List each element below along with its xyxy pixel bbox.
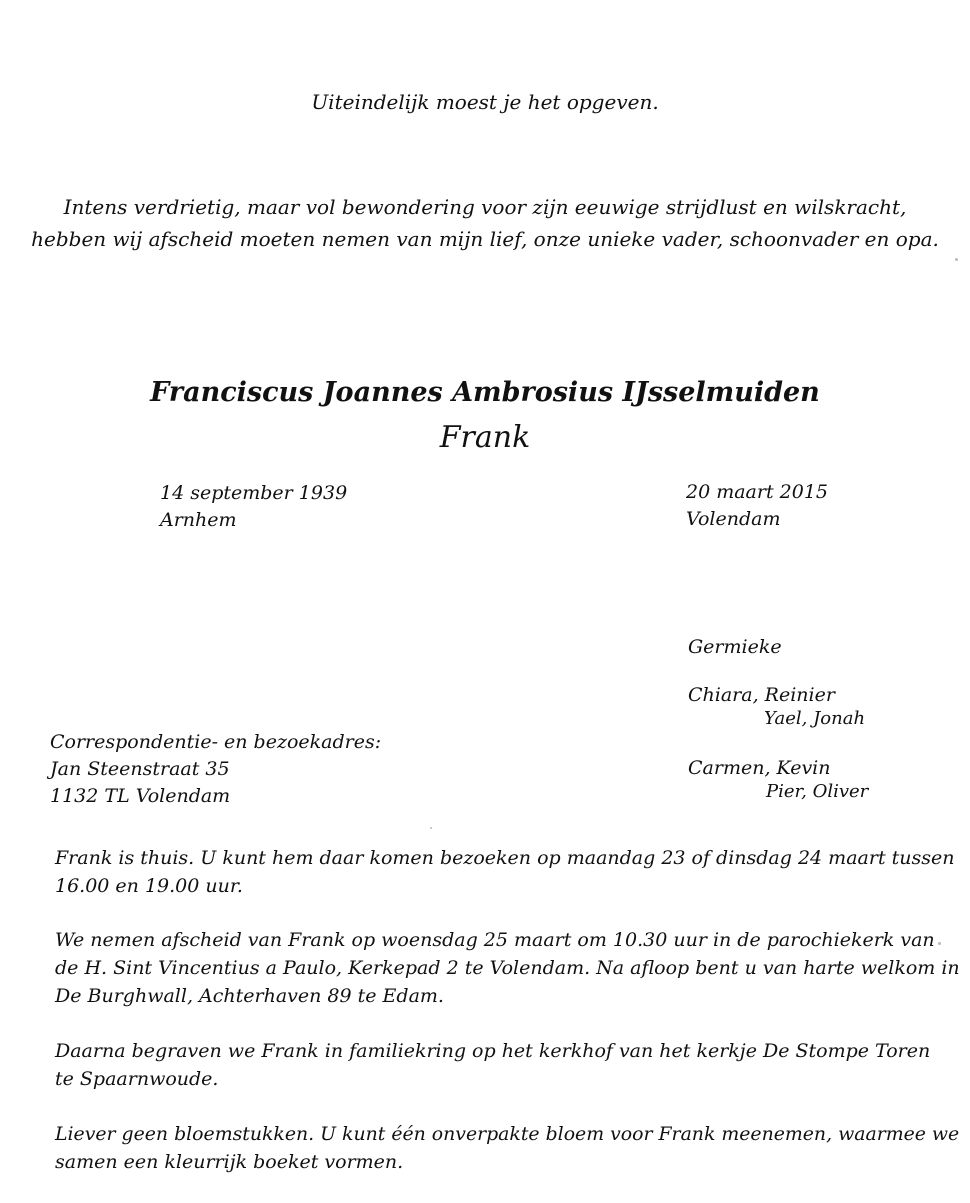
deceased-nickname: Frank [439, 420, 531, 455]
family-partner: Germieke [688, 636, 782, 658]
family-children-1: Chiara, Reinier [688, 684, 835, 706]
family-children-2: Carmen, Kevin [688, 757, 831, 779]
paragraph-flowers-line-2: samen een kleurrijk boeket vormen. [55, 1151, 404, 1173]
tribute-line-2: hebben wij afscheid moeten nemen van mijn lief, onze unieke vader, schoonvader en opa. [31, 227, 939, 251]
paragraph-burial-line-2: te Spaarnwoude. [55, 1068, 219, 1090]
paragraph-service-line-3: De Burghwall, Achterhaven 89 te Edam. [55, 985, 444, 1007]
paragraph-visit-line-1: Frank is thuis. U kunt hem daar komen bezoeken op maandag 23 of dinsdag 24 maart tussen [55, 847, 955, 869]
paragraph-service-line-2: de H. Sint Vincentius a Paulo, Kerkepad 2 te Volendam. Na afloop bent u van harte welkom in [55, 957, 960, 979]
family-grandchildren-1: Yael, Jonah [764, 708, 866, 729]
opening-line: Uiteindelijk moest je het opgeven. [311, 90, 659, 114]
paragraph-burial-line-1: Daarna begraven we Frank in familiekring op het kerkhof van het kerkje De Stompe Toren [55, 1040, 931, 1062]
address-label: Correspondentie- en bezoekadres: [50, 731, 382, 753]
paper-speck [430, 827, 432, 829]
death-place: Volendam [686, 508, 781, 530]
death-date: 20 maart 2015 [686, 481, 828, 503]
address-street: Jan Steenstraat 35 [50, 758, 230, 780]
paper-speck [938, 942, 941, 945]
address-city: 1132 TL Volendam [50, 785, 231, 807]
paragraph-flowers-line-1: Liever geen bloemstukken. U kunt één onverpakte bloem voor Frank meenemen, waarmee we [55, 1123, 960, 1145]
family-grandchildren-2: Pier, Oliver [766, 781, 869, 802]
birth-date: 14 september 1939 [160, 482, 348, 504]
deceased-full-name: Franciscus Joannes Ambrosius IJsselmuiden [150, 377, 820, 408]
tribute-line-1: Intens verdrietig, maar vol bewondering voor zijn eeuwige strijdlust en wilskracht, [63, 195, 907, 219]
birth-place: Arnhem [160, 509, 237, 531]
paragraph-visit-line-2: 16.00 en 19.00 uur. [55, 875, 243, 897]
paper-speck [955, 258, 958, 261]
paragraph-service-line-1: We nemen afscheid van Frank op woensdag 25 maart om 10.30 uur in de parochiekerk van [55, 929, 935, 951]
